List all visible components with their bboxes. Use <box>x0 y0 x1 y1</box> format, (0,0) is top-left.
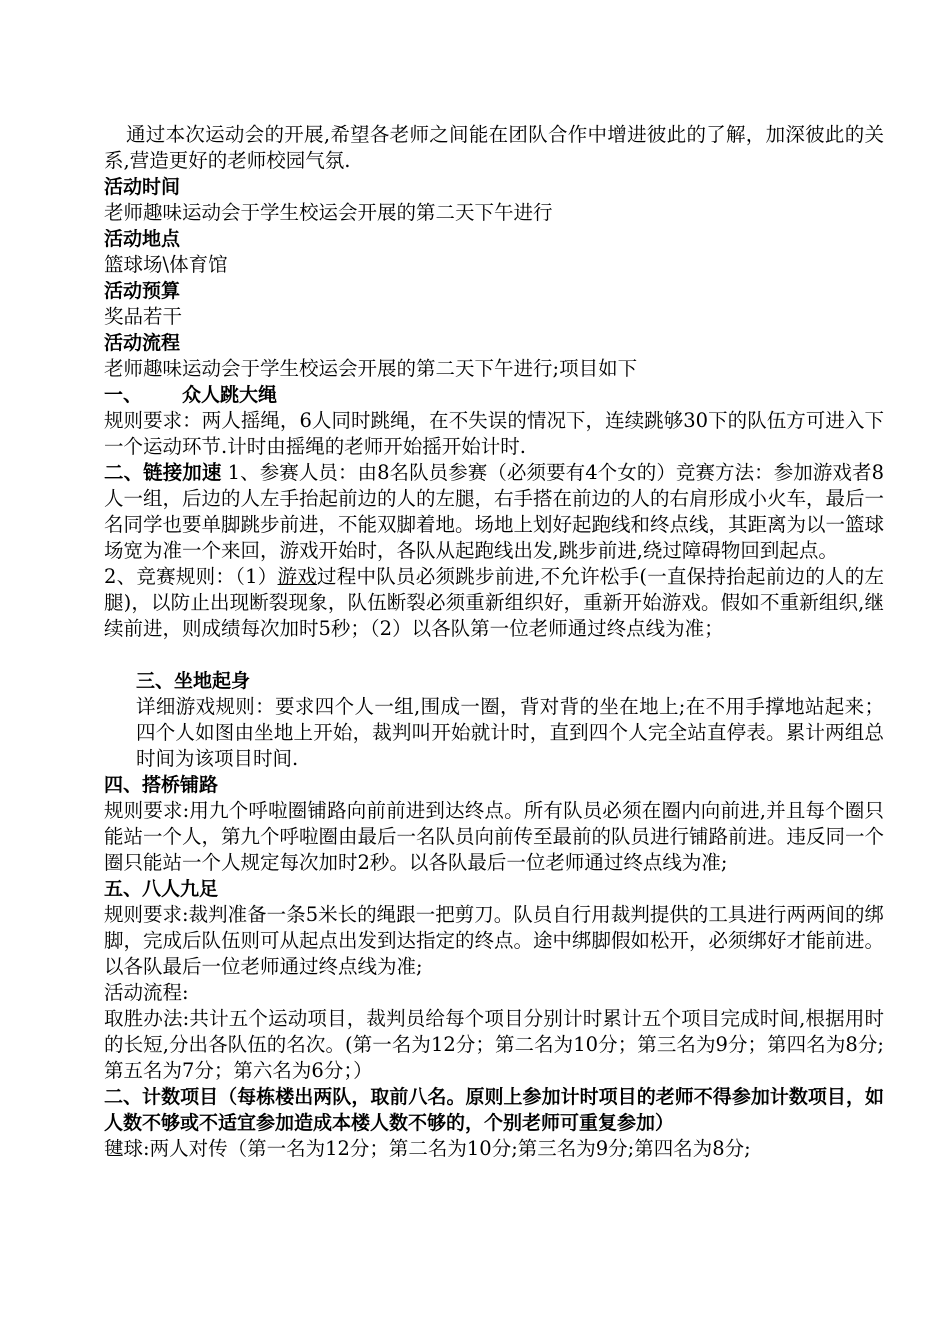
time-heading: 活动时间 <box>104 176 181 198</box>
flow2-label: 活动流程: <box>104 981 189 1004</box>
game-link[interactable]: 游戏 <box>277 565 318 588</box>
flow-heading: 活动流程 <box>104 332 181 354</box>
item2-paragraph1 <box>104 460 884 564</box>
item1-title: 众人跳大绳 <box>182 384 278 406</box>
budget-text: 奖品若干 <box>104 305 183 328</box>
item3-heading: 三、坐地起身 <box>136 670 251 692</box>
item4-heading: 四、搭桥铺路 <box>104 774 219 796</box>
item1-rule: 规则要求：两人摇绳，6人同时跳绳，在不失误的情况下，连续跳够30下的队伍方可进入下一个运动环节.计时由摇绳的老师开始摇开始计时. <box>104 409 884 458</box>
item2-title: 二、链接加速 <box>104 461 222 484</box>
item2-rule-prefix: 2、竞赛规则：（1） <box>104 565 278 588</box>
document-page <box>104 122 884 1162</box>
item2-paragraph2 <box>104 564 884 642</box>
count-text: 毽球:两人对传（第一名为12分；第二名为10分;第三名为9分;第四名为8分; <box>104 1137 751 1160</box>
budget-heading: 活动预算 <box>104 280 181 302</box>
item3-text: 详细游戏规则：要求四个人一组,围成一圈，背对背的坐在地上;在不用手撑地站起来；四个人如图由坐地上开始，裁判叫开始就计时，直到四个人完全站直停表。累计两组总时间为该项目时间. <box>136 695 884 770</box>
item5-heading: 五、八人九足 <box>104 878 219 900</box>
item1-number: 一、 <box>104 384 143 406</box>
intro-paragraph: 通过本次运动会的开展,希望各老师之间能在团队合作中增进彼此的了解，加深彼此的关系,营造更好的老师校园气氛. <box>104 123 884 172</box>
place-heading: 活动地点 <box>104 228 181 250</box>
scoring-text: 取胜办法:共计五个运动项目，裁判员给每个项目分别计时累计五个项目完成时间,根据用时的长短,分出各队伍的名次。(第一名为12分；第二名为10分；第三名为9分；第四名为8分;第五名为7分；第六名为6分；） <box>104 1007 884 1082</box>
item4-text: 规则要求:用九个呼啦圈铺路向前前进到达终点。所有队员必须在圈内向前进,并且每个圈只能站一个人，第九个呼啦圈由最后一名队员向前传至最前的队员进行铺路前进。违反同一个圈只能站一个人规定每次加时2秒。以各队最后一位老师通过终点线为准; <box>104 799 885 874</box>
flow-text: 老师趣味运动会于学生校运会开展的第二天下午进行;项目如下 <box>104 357 638 380</box>
place-text: 篮球场\体育馆 <box>104 253 228 276</box>
item2-rule-text: 过程中队员必须跳步前进,不允许松手(一直保持抬起前边的人的左腿)，以防止出现断裂现象，队伍断裂必须重新组织好，重新开始游戏。假如不重新组织,继续前进，则成绩每次加时5秒；（2）以各队第一位老师通过终点线为准； <box>104 565 884 640</box>
item5-text: 规则要求:裁判准备一条5米长的绳跟一把剪刀。队员自行用裁判提供的工具进行两两间的绑脚，完成后队伍则可从起点出发到达指定的终点。途中绑脚假如松开，必须绑好才能前进。以各队最后一位老师通过终点线为准; <box>104 903 885 978</box>
item2-text1: 1、参赛人员：由8名队员参赛（必须要有4个女的）竞赛方法：参加游戏者8人一组，后边的人左手抬起前边的人的左腿，右手搭在前边的人的右肩形成小火车，最后一名同学也要单脚跳步前进，不能双脚着地。场地上划好起跑线和终点线，其距离为以一篮球场宽为准一个来回，游戏开始时，各队从起跑线出发,跳步前进,绕过障碍物回到起点。 <box>104 461 885 562</box>
time-text: 老师趣味运动会于学生校运会开展的第二天下午进行 <box>104 201 553 224</box>
count-heading: 二、计数项目（每栋楼出两队，取前八名。原则上参加计时项目的老师不得参加计数项目，如人数不够或不适宜参加造成本楼人数不够的，个别老师可重复参加） <box>104 1086 884 1134</box>
item1-heading <box>104 382 884 408</box>
blank-line <box>104 642 884 668</box>
